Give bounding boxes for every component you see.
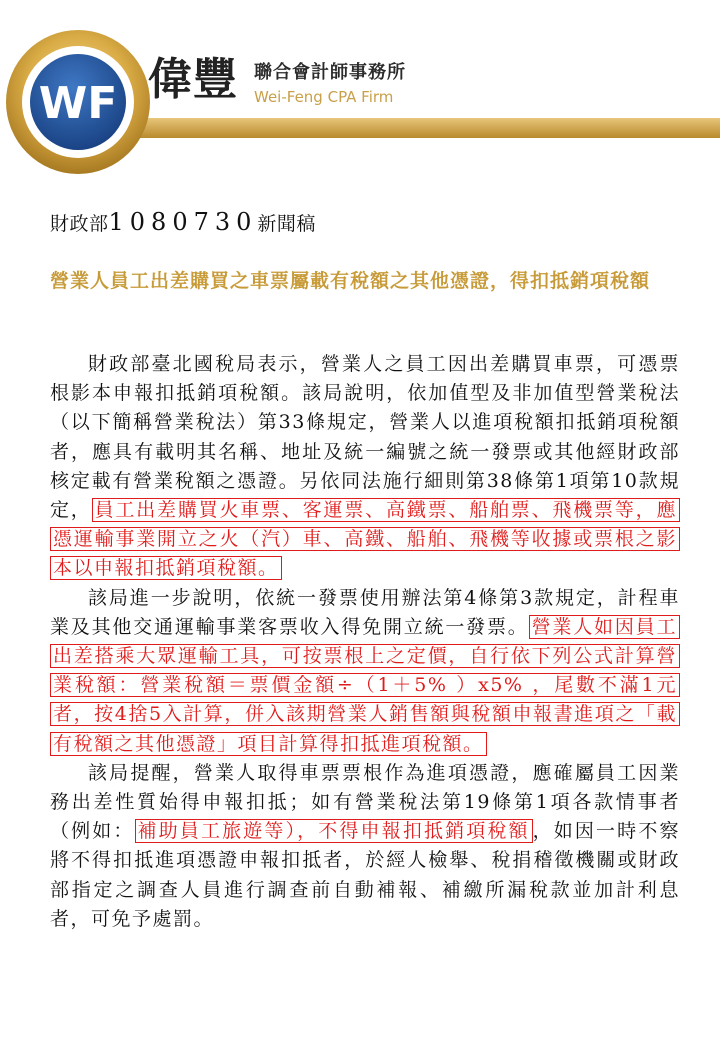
paragraph-3-highlight: 補助員工旅遊等），不得申報扣抵銷項稅額	[135, 819, 533, 843]
gold-band	[60, 118, 720, 138]
paragraph-2-text: 該局進一步說明，依統一發票使用辦法第4條第3款規定，計程車業及其他交通運輸事業客票收入得免開立統一發票。	[50, 586, 680, 638]
paragraph-3-text: 該局提醒，營業人取得車票票根作為進項憑證，應確屬員工因業務出差性質始得申報扣抵；如有營業稅法第19條第1項各款情事者（例如：	[50, 761, 680, 843]
paragraph-2-highlight: 營業人如因員工出差搭乘大眾運輸工具，可按票根上之定價，自行依下列公式計算營業稅額：營業稅額＝票價金額÷（1＋5% ）x5% ，尾數不滿1元者，按4捨5入計算，併入該期營業人銷售額與稅額申報書進項之「載有稅額之其他憑證」項目計算得扣抵進項稅額。	[50, 615, 680, 756]
document-title: 營業人員工出差購買之車票屬載有稅額之其他憑證，得扣抵銷項稅額	[50, 270, 651, 292]
paragraph-1-highlight: 員工出差購買火車票、客運票、高鐵票、船舶票、飛機票等，應憑運輸事業開立之火（汽）車、高鐵、船舶、飛機等收據或票根之影本以申報扣抵銷項稅額。	[50, 498, 680, 580]
news-date: 1080730	[108, 208, 258, 236]
paragraph-1	[50, 350, 680, 584]
brand-name-cn: 偉豐	[148, 54, 238, 105]
page-header	[0, 0, 720, 190]
news-suffix: 新聞稿	[257, 213, 316, 235]
document-body	[50, 350, 680, 934]
paragraph-3-text-end: ，如因一時不察將不得扣抵進項憑證申報扣抵者，於經人檢舉、稅捐稽徵機關或財政部指定之調查人員進行調查前自動補報、補繳所漏稅款並加計利息者，可免予處罰。	[50, 820, 680, 930]
paragraph-1-text: 財政部臺北國稅局表示，營業人之員工因出差購買車票，可憑票根影本申報扣抵銷項稅額。該局說明，依加值型及非加值型營業稅法（以下簡稱營業稅法）第33條規定，營業人以進項稅額扣抵銷項稅額者，應具有載明其名稱、地址及統一編號之統一發票或其他經財政部核定載有營業稅額之憑證。另依同法施行細則第38條第1項第10款規定，	[50, 353, 680, 522]
brand-subtitle-cn: 聯合會計師事務所	[254, 62, 406, 83]
paragraph-2	[50, 584, 680, 759]
news-prefix: 財政部	[50, 213, 109, 235]
logo-text: WF	[38, 78, 118, 129]
paragraph-3	[50, 759, 680, 934]
news-release-line	[50, 208, 316, 238]
brand-subtitle-en: Wei-Feng CPA Firm	[254, 88, 394, 106]
